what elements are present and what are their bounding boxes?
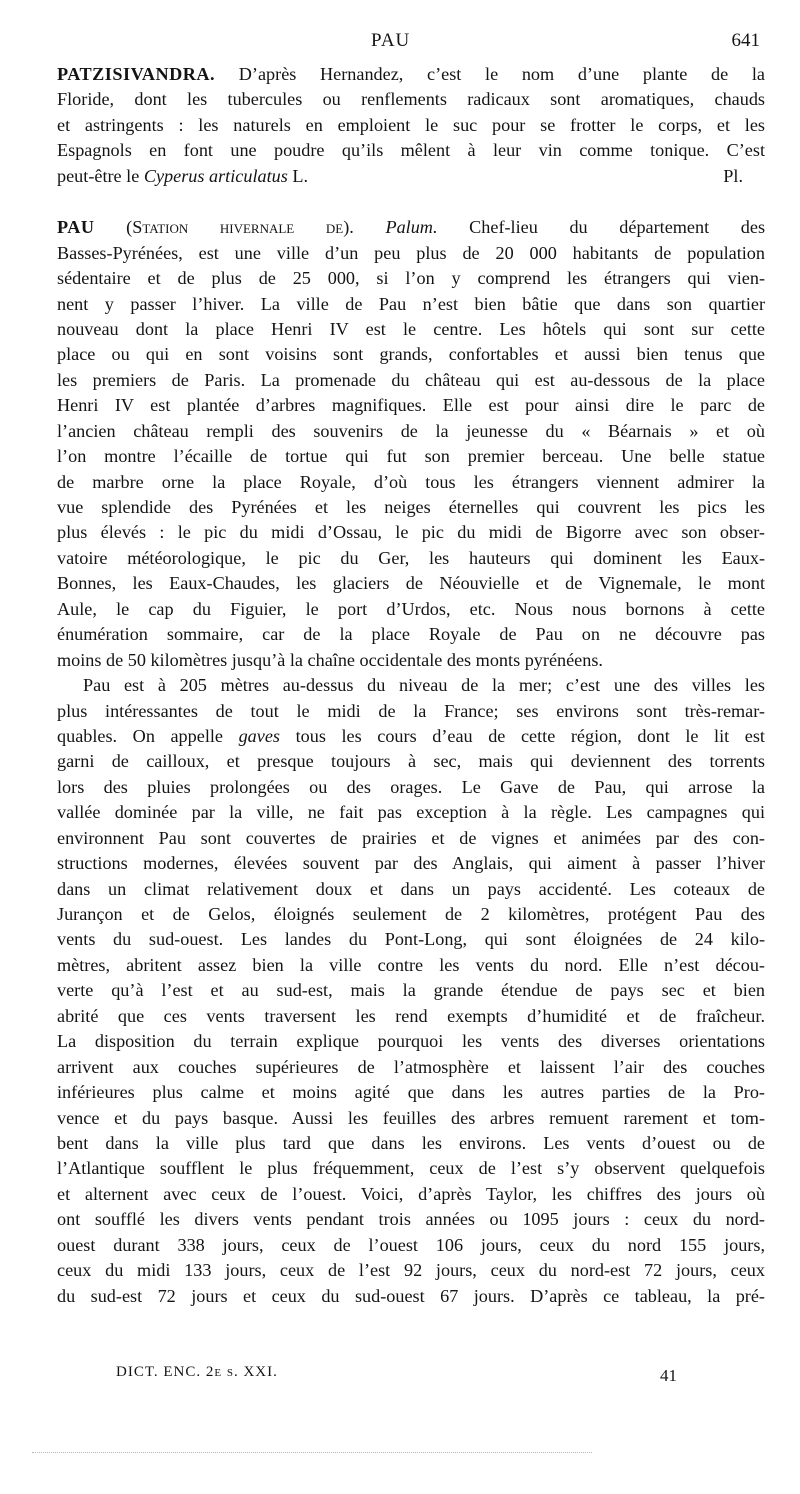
text-line: Espagnols en font une poudre qu’ils mêlent à leur vin comme tonique. C’est [57, 140, 765, 161]
text-line: Floride, dont les tubercules ou renflements radicaux sont aromatiques, chauds [57, 89, 765, 110]
scan-artifact-line [32, 1452, 592, 1453]
sheet-number: 41 [660, 1366, 677, 1385]
latin-name: Palum. [385, 217, 438, 238]
text-line: inférieures plus calme et moins agité que dans les autres parties de la Pro- [57, 1082, 765, 1103]
text-line: Bonnes, les Eaux-Chaudes, les glaciers de Néouvielle et de Vignemale, le mont [57, 573, 765, 594]
text-line: nent y passer l’hiver. La ville de Pau n’est bien bâtie que dans son quartier [57, 293, 765, 314]
entry-patzisivandra [57, 62, 765, 189]
text-line: Jurançon et de Gelos, éloignés seulement de 2 kilomètres, protégent Pau des [57, 904, 765, 924]
text-line: mètres, abritent assez bien la ville contre les vents du nord. Elle n’est décou- [57, 954, 765, 975]
text-line [57, 164, 765, 189]
text-line [57, 724, 765, 749]
text-line: moins de 50 kilomètres jusqu’à la chaîne occidentale des monts pyrénéens. [57, 649, 603, 670]
text-span: tous les cours d’eau de cette région, dont le lit est [295, 725, 765, 746]
text-line: vallée dominée par la ville, ne fait pas exception à la règle. Les campagnes qui [57, 802, 765, 823]
entry-label: (Station hivernale de). [126, 217, 354, 238]
text-span: quables. On appelle [57, 725, 223, 746]
text-line: et alternent avec ceux de l’ouest. Voici, d’après Taylor, les chiffres des jours où [57, 1183, 765, 1204]
text-line: bent dans la ville plus tard que dans les environs. Les vents d’ouest ou de [57, 1132, 765, 1153]
text-line [57, 215, 765, 240]
running-head: PAU [371, 30, 411, 51]
italic-term: gaves [238, 725, 280, 746]
entry-pau [57, 215, 765, 1309]
text-line [57, 62, 765, 87]
author-signature: Pl. [723, 165, 743, 186]
headword: PAU [57, 217, 95, 238]
text-line: lors des pluies prolongées ou des orages. Le Gave de Pau, qui arrose la [57, 776, 765, 797]
text-line: énumération sommaire, car de la place Royale de Pau on ne découvre pas [57, 624, 765, 645]
text-line: dans un climat relativement doux et dans un pays accidenté. Les coteaux de [57, 878, 765, 899]
text-span: Chef-lieu du département des [469, 217, 766, 238]
entry-separator [57, 189, 765, 215]
text-line: structions modernes, élevées souvent par des Anglais, qui aiment à passer l’hiver [57, 853, 765, 874]
text-line: l’ancien château rempli des souvenirs de la jeunesse du « Béarnais » et où [57, 420, 765, 441]
text-span: peut-être le [57, 165, 140, 186]
text-line: l’on montre l’écaille de tortue qui fut son premier berceau. Une belle statue [57, 446, 765, 467]
text-line: sédentaire et de plus de 25 000, si l’on y comprend les étrangers qui vien- [57, 268, 765, 289]
text-line: l’Atlantique soufflent le plus fréquemment, ceux de l’est s’y observent quelquefois [57, 1158, 765, 1179]
text-span: D’après Hernandez, c’est le nom d’une plante de la [238, 64, 766, 84]
text-line: ceux du midi 133 jours, ceux de l’est 92 jours, ceux du nord-est 72 jours, ceux [57, 1260, 765, 1281]
text-line: et astringents : les naturels en emploient le suc pour se frotter le corps, et les [57, 114, 765, 135]
text-line: abrité que ces vents traversent les rend exempts d’humidité et de fraîcheur. [57, 1005, 765, 1026]
text-line: verte qu’à l’est et au sud-est, mais la grande étendue de pays sec et bien [57, 980, 765, 1001]
italic-term: Cyperus articulatus [143, 165, 288, 186]
text-line: ont soufflé les divers vents pendant trois années ou 1095 jours : ceux du nord- [57, 1209, 765, 1230]
text-line: plus élevés : le pic du midi d’Ossau, le pic du midi de Bigorre avec son obser- [57, 522, 765, 543]
text-line: de marbre orne la place Royale, d’où tous les étrangers viennent admirer la [57, 471, 765, 492]
text-line: vue splendide des Pyrénées et les neiges éternelles qui couvrent les pics les [57, 497, 765, 517]
text-line: garni de cailloux, et presque toujours à sec, mais qui deviennent des torrents [57, 751, 765, 772]
body-text [57, 62, 765, 1309]
page-footer [0, 1364, 800, 1388]
text-line: Aule, le cap du Figuier, le port d’Urdos, etc. Nous nous bornons à cette [57, 598, 765, 619]
signature-mark: DICT. ENC. 2e s. XXI. [116, 1364, 278, 1380]
text-line: vents du sud-ouest. Les landes du Pont-Long, qui sont éloignées de 24 kilo- [57, 929, 765, 950]
text-line: arrivent aux couches supérieures de l’atmosphère et laissent l’air des couches [57, 1056, 765, 1077]
text-line: Basses-Pyrénées, est une ville d’un peu plus de 20 000 habitants de population [57, 242, 765, 263]
page-number: 641 [731, 30, 760, 51]
text-line: place ou qui en sont voisins sont grands, confortables et aussi bien tenus que [57, 344, 765, 365]
headword: PATZISIVANDRA. [57, 64, 216, 84]
text-line: nouveau dont la place Henri IV est le centre. Les hôtels qui sont sur cette [57, 318, 765, 339]
text-line: du sud-est 72 jours et ceux du sud-ouest 67 jours. D’après ce tableau, la pré- [57, 1285, 765, 1306]
text-line: La disposition du terrain explique pourquoi les vents des diverses orientations [57, 1031, 765, 1052]
text-line: vatoire météorologique, le pic du Ger, les hauteurs qui dominent les Eaux- [57, 547, 765, 568]
page-header [0, 30, 800, 54]
text-line: vence et du pays basque. Aussi les feuilles des arbres remuent rarement et tom- [57, 1107, 765, 1128]
text-line: Pau est à 205 mètres au-dessus du niveau de la mer; c’est une des villes les [83, 675, 765, 696]
text-line: environnent Pau sont couvertes de prairies et de vignes et animées par des con- [57, 827, 765, 848]
text-line: les premiers de Paris. La promenade du château qui est au-dessous de la place [57, 369, 765, 390]
text-line: Henri IV est plantée d’arbres magnifiques. Elle est pour ainsi dire le parc de [57, 395, 765, 416]
text-line: ouest durant 338 jours, ceux de l’ouest 106 jours, ceux du nord 155 jours, [57, 1234, 765, 1255]
text-span: L. [292, 165, 309, 186]
text-line: plus intéressantes de tout le midi de la France; ses environs sont très-remar- [57, 700, 765, 721]
